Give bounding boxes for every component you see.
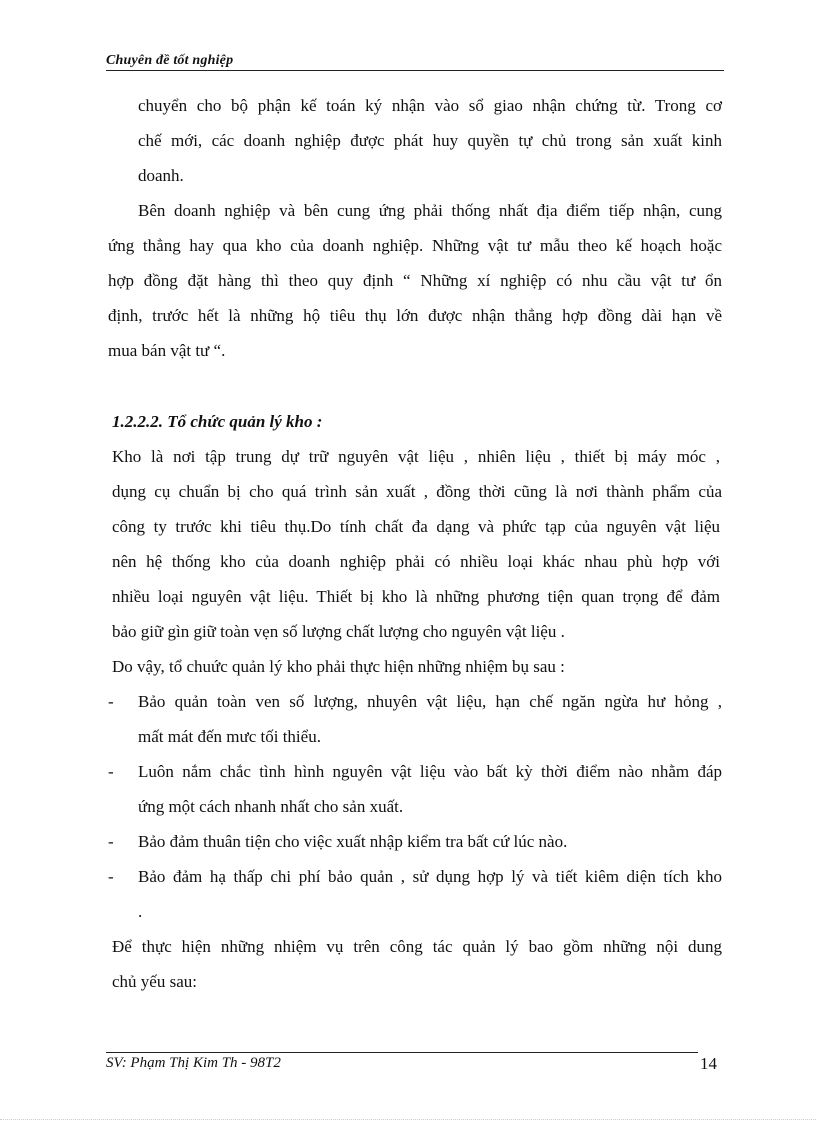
header-title: Chuyên đề tốt nghiệp	[106, 53, 234, 68]
page-number: 14	[700, 1054, 717, 1073]
bullet-text: Bảo quản toàn ven số lượng, nhuyên vật liệu, hạn chế ngăn ngừa hư hỏng ,	[138, 692, 722, 711]
body-line: doanh.	[138, 166, 184, 185]
body-line: công ty trước khi tiêu thụ.Do tính chất đa dạng và phức tạp của nguyên vật liệu	[112, 517, 720, 536]
body-line: Để thực hiện những nhiệm vụ trên công tác quản lý bao gồm những nội dung	[112, 937, 722, 956]
bullet-dash: -	[108, 867, 114, 886]
bullet-text: ứng một cách nhanh nhất cho sản xuất.	[138, 797, 404, 816]
body-line: hợp đồng đặt hàng thì theo quy định “ Những xí nghiệp có nhu cầu vật tư ổn	[108, 271, 722, 290]
body-line: Kho là nơi tập trung dự trữ nguyên vật liệu , nhiên liệu , thiết bị máy móc ,	[112, 447, 720, 466]
body-line: nhiều loại nguyên vật liệu. Thiết bị kho là những phương tiện quan trọng để đảm	[112, 587, 720, 606]
body-line: ứng thẳng hay qua kho của doanh nghiệp. Những vật tư mẫu theo kế hoạch hoặc	[108, 236, 722, 255]
body-line: nên hệ thống kho của doanh nghiệp phải có nhiều loại khác nhau phù hợp với	[112, 552, 720, 571]
body-line: dụng cụ chuẩn bị cho quá trình sản xuất , đồng thời cũng là nơi thành phẩm của	[112, 482, 722, 501]
footer-rule	[106, 1052, 698, 1053]
body-line: định, trước hết là những hộ tiêu thụ lớn được nhận thẳng hợp đồng dài hạn về	[108, 306, 722, 325]
body-line: mua bán vật tư “.	[108, 341, 226, 360]
footer-author: SV: Phạm Thị Kim Th - 98T2	[106, 1055, 281, 1071]
bullet-text: Luôn nắm chắc tình hình nguyên vật liệu vào bất kỳ thời điểm nào nhằm đáp	[138, 762, 722, 781]
section-heading: 1.2.2.2. Tổ chức quản lý kho :	[112, 412, 323, 431]
bullet-dash: -	[108, 692, 114, 711]
bullet-text: .	[138, 902, 143, 921]
body-line: chế mới, các doanh nghiệp được phát huy quyền tự chủ trong sản xuất kinh	[138, 131, 722, 150]
body-line: Do vậy, tổ chuức quản lý kho phải thực hiện những nhiệm bụ sau :	[112, 657, 565, 676]
page-bottom-border	[0, 1119, 816, 1120]
body-line: Bên doanh nghiệp và bên cung ứng phải thống nhất địa điểm tiếp nhận, cung	[138, 201, 722, 220]
body-line: chuyển cho bộ phận kế toán ký nhận vào sổ giao nhận chứng từ. Trong cơ	[138, 96, 722, 115]
bullet-dash: -	[108, 762, 114, 781]
bullet-dash: -	[108, 832, 114, 851]
bullet-text: Bảo đảm hạ thấp chi phí bảo quản , sử dụng hợp lý và tiết kiêm diện tích kho	[138, 867, 722, 886]
page-header	[106, 50, 724, 71]
bullet-text: mất mát đến mưc tối thiểu.	[138, 727, 321, 746]
body-line: bảo giữ gìn giữ toàn vẹn số lượng chất lượng cho nguyên vật liệu .	[112, 622, 565, 641]
body-line: chủ yếu sau:	[112, 972, 197, 991]
bullet-text: Bảo đảm thuân tiện cho việc xuất nhập kiểm tra bất cứ lúc nào.	[138, 832, 568, 851]
